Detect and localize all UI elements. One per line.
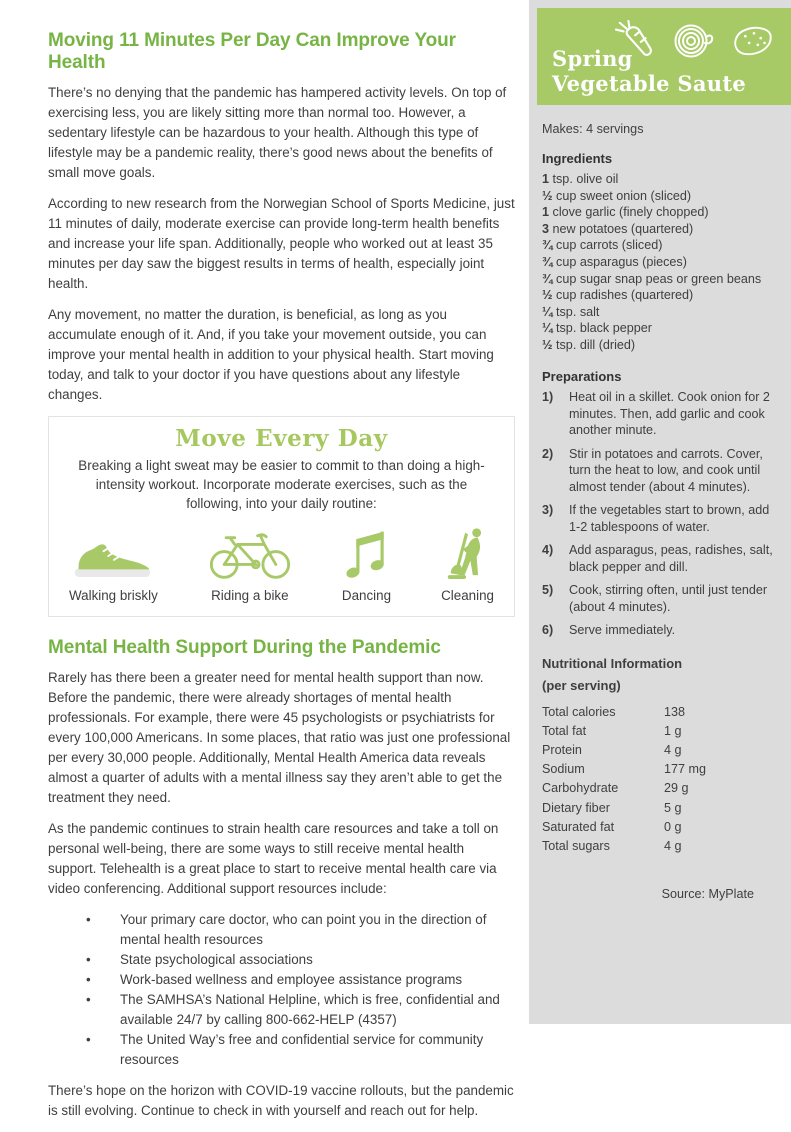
nutrition-label: Total fat <box>542 723 587 738</box>
recipe-sidebar <box>529 0 791 1024</box>
paragraph: Any movement, no matter the duration, is beneficial, as long as you accumulate enough of it. And, if you take your movement outside, you can improve your mental health in addition to your physical health. Start moving today, and talk to your doctor if you have questions about any lifestyle changes. <box>48 307 494 402</box>
ingredient-qty: ¾ <box>542 271 553 286</box>
activity-section-title: Moving 11 Minutes Per Day Can Improve Your Health <box>48 30 456 73</box>
activity-icon-row <box>59 525 504 604</box>
nutrition-label: Sodium <box>542 762 585 777</box>
ingredient-item <box>542 320 777 337</box>
activity-label: Walking briskly <box>69 588 158 603</box>
ingredient-item <box>542 204 777 221</box>
activity-label: Riding a bike <box>211 588 289 603</box>
ingredient-qty: ¾ <box>542 238 553 253</box>
ingredients-heading: Ingredients <box>542 150 613 166</box>
nutrition-subheading: (per serving) <box>542 678 621 694</box>
nutrition-label: Total calories <box>542 704 616 719</box>
nutrition-row <box>542 722 777 741</box>
recipe-title-line2: Vegetable Saute <box>552 70 747 96</box>
step-text: Heat oil in a skillet. Cook onion for 2 minutes. Then, add garlic and cook another minute. <box>569 390 770 438</box>
ingredient-text: cup radishes (quartered) <box>556 288 694 303</box>
support-resources-list <box>48 910 515 1070</box>
step-item <box>542 389 777 439</box>
ingredient-text: clove garlic (finely chopped) <box>552 205 709 220</box>
nutrition-label: Carbohydrate <box>542 781 619 796</box>
ingredient-text: cup sweet onion (sliced) <box>556 188 692 203</box>
nutrition-value: 1 g <box>664 723 682 738</box>
ingredient-qty: ¾ <box>542 254 553 269</box>
recipe-body <box>529 105 791 903</box>
nutrition-row <box>542 760 777 779</box>
paragraph: As the pandemic continues to strain health care resources and take a toll on personal well-being, there are some ways to still receive mental health support. Telehealth is a great place to start to receive mental health care via video conferencing. Additional support resources include: <box>48 821 499 896</box>
callout-title: Move Every Day <box>175 425 388 452</box>
nutrition-value: 138 <box>664 704 686 719</box>
ingredient-item <box>542 237 777 254</box>
activity-label: Dancing <box>341 588 392 603</box>
ingredient-text: new potatoes (quartered) <box>552 221 694 236</box>
ingredients-list <box>542 171 777 354</box>
ingredient-qty: 3 <box>542 221 550 236</box>
recipe-title <box>552 46 746 96</box>
ingredient-item <box>542 304 777 321</box>
nutrition-heading: Nutritional Information <box>542 655 683 671</box>
step-text: Stir in potatoes and carrots. Cover, turn the heat to low, and cook until almost tender (about 4 minutes). <box>569 446 763 494</box>
activity-dancing <box>342 525 391 604</box>
list-item: • The SAMHSA’s National Helpline, which is free, confidential and available 24/7 by calling 800-662-HELP (4357) <box>84 990 515 1030</box>
step-item <box>542 446 777 496</box>
step-item <box>542 622 777 639</box>
step-text: If the vegetables start to brown, add 1-2 tablespoons of water. <box>569 503 770 534</box>
list-item: • Work-based wellness and employee assistance programs <box>84 970 515 990</box>
ingredient-text: tsp. olive oil <box>552 172 619 186</box>
activity-cleaning <box>441 525 494 604</box>
ingredient-text: cup carrots (sliced) <box>556 238 663 253</box>
ingredient-qty: ½ <box>542 288 553 303</box>
nutrition-row <box>542 799 777 818</box>
ingredient-qty: 1 <box>542 172 550 186</box>
step-text: Cook, stirring often, until just tender (about 4 minutes). <box>569 583 768 614</box>
person-cleaning-icon <box>443 525 493 581</box>
step-number: 6) <box>542 623 554 638</box>
step-text: Add asparagus, peas, radishes, salt, black pepper and dill. <box>569 543 773 574</box>
nutrition-value: 4 g <box>664 742 682 757</box>
ingredient-item <box>542 287 777 304</box>
nutrition-label: Total sugars <box>542 838 610 853</box>
step-number: 1) <box>542 390 554 405</box>
ingredient-item <box>542 171 777 188</box>
ingredient-text: cup asparagus (pieces) <box>556 254 687 269</box>
ingredient-item <box>542 221 777 238</box>
servings-note: Makes: 4 servings <box>542 122 644 136</box>
list-item: • Your primary care doctor, who can point you in the direction of mental health resources <box>84 910 515 950</box>
nutrition-value: 5 g <box>664 800 682 815</box>
article-column <box>48 30 515 1132</box>
source-credit: Source: MyPlate <box>661 887 754 902</box>
paragraph: There’s no denying that the pandemic has hampered activity levels. On top of exercising less, you are likely sitting more than normal too. However, a sedentary lifestyle can be hazardous to your health. Although this type of lifestyle may be a pandemic reality, there’s good news about the benefits of small move goals. <box>48 85 507 180</box>
activity-biking <box>208 525 292 604</box>
ingredient-item <box>542 337 777 354</box>
step-number: 4) <box>542 543 554 558</box>
ingredient-qty: ½ <box>542 337 553 352</box>
nutrition-value: 29 g <box>664 781 689 796</box>
nutrition-row <box>542 818 777 837</box>
move-every-day-box <box>48 416 515 617</box>
bicycle-icon <box>208 525 292 581</box>
callout-text: Breaking a light sweat may be easier to commit to than doing a high-intensity workout. Incorporate moderate exercises, such as the following, into your daily routine: <box>78 458 485 511</box>
nutrition-row <box>542 779 777 798</box>
step-item <box>542 542 777 575</box>
preparation-steps <box>542 389 777 639</box>
paragraph: According to new research from the Norwegian School of Sports Medicine, just 11 minutes of daily, moderate exercise can provide long-term health benefits and increase your life span. Additionally, people who worked out at least 35 minutes per day saw the biggest results in terms of health, especially joint health. <box>48 196 515 291</box>
step-number: 2) <box>542 446 554 461</box>
recipe-header <box>537 8 791 105</box>
step-number: 5) <box>542 583 554 598</box>
step-item <box>542 582 777 615</box>
activity-walking <box>69 525 158 604</box>
paragraph: Rarely has there been a greater need for mental health support than now. Before the pandemic, there were already shortages of mental health professionals. For example, there were 45 psychologists or psychiatrists for every 100,000 Americans. In some places, that ratio was just one professional per every 30,000 people. Additionally, Mental Health America data reveals almost a quarter of adults with a mental illness say they aren’t able to get the treatment they need. <box>48 670 511 805</box>
activity-label: Cleaning <box>441 588 494 603</box>
nutrition-label: Protein <box>542 742 582 757</box>
nutrition-label: Dietary fiber <box>542 800 610 815</box>
ingredient-text: cup sugar snap peas or green beans <box>556 271 762 286</box>
list-item: • State psychological associations <box>84 950 515 970</box>
nutrition-row <box>542 741 777 760</box>
recipe-title-line1: Spring <box>552 45 633 71</box>
mental-health-section-title: Mental Health Support During the Pandemic <box>48 637 441 658</box>
ingredient-text: tsp. dill (dried) <box>556 337 636 352</box>
ingredient-qty: ¼ <box>542 321 553 336</box>
preparations-heading: Preparations <box>542 368 622 384</box>
ingredient-text: tsp. black pepper <box>556 321 652 336</box>
nutrition-table <box>542 703 777 857</box>
music-notes-icon <box>344 525 388 581</box>
step-number: 3) <box>542 503 554 518</box>
ingredient-item <box>542 254 777 271</box>
mental-health-paragraphs <box>48 668 515 899</box>
step-text: Serve immediately. <box>569 623 676 638</box>
activity-section-paragraphs <box>48 83 515 405</box>
ingredient-qty: ¼ <box>542 304 553 319</box>
nutrition-label: Saturated fat <box>542 819 615 834</box>
sneaker-icon <box>72 525 154 581</box>
ingredient-item <box>542 271 777 288</box>
nutrition-row <box>542 837 777 856</box>
ingredient-qty: ½ <box>542 188 553 203</box>
nutrition-value: 0 g <box>664 819 682 834</box>
list-item: • The United Way’s free and confidential service for community resources <box>84 1030 515 1070</box>
step-item <box>542 502 777 535</box>
closing-paragraph: There’s hope on the horizon with COVID-19 vaccine rollouts, but the pandemic is still evolving. Continue to check in with yourself and reach out for help. <box>48 1083 514 1118</box>
ingredient-text: tsp. salt <box>556 304 600 319</box>
ingredient-item <box>542 188 777 205</box>
nutrition-row <box>542 703 777 722</box>
ingredient-qty: 1 <box>542 205 550 220</box>
nutrition-value: 4 g <box>664 838 682 853</box>
nutrition-value: 177 mg <box>664 762 707 777</box>
